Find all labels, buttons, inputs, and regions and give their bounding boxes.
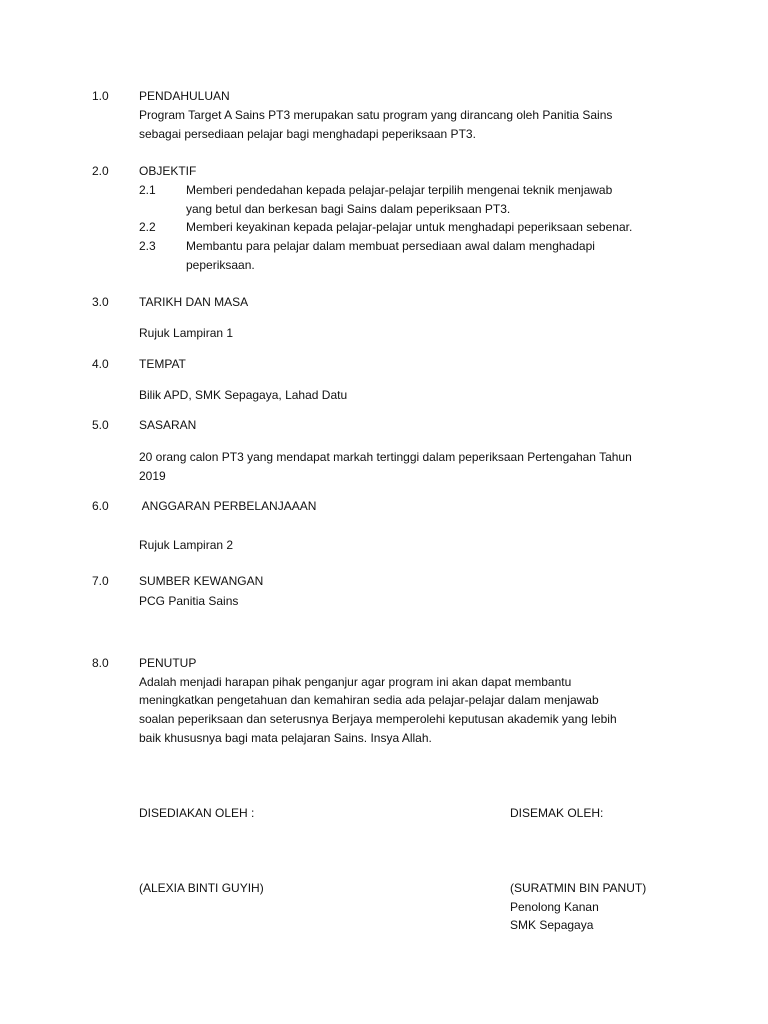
reviewer-organization: SMK Sepagaya: [510, 918, 594, 932]
subsection-line: yang betul dan berkesan bagi Sains dalam peperiksaan PT3.: [186, 202, 511, 216]
paragraph-line: 20 orang calon PT3 yang mendapat markah tertinggi dalam peperiksaan Pertengahan Tahun: [139, 450, 632, 464]
section-number: 4.0: [92, 357, 109, 371]
paragraph-line: 2019: [139, 469, 166, 483]
paragraph-line: Rujuk Lampiran 1: [139, 326, 234, 340]
paragraph-line: Bilik APD, SMK Sepagaya, Lahad Datu: [139, 388, 348, 402]
paragraph-line: Rujuk Lampiran 2: [139, 538, 234, 552]
section-number: 7.0: [92, 574, 109, 588]
paragraph-line: sebagai persediaan pelajar bagi menghadapi peperiksaan PT3.: [139, 127, 476, 141]
section-number: 5.0: [92, 418, 109, 432]
section-number: 3.0: [92, 295, 109, 309]
paragraph-line: PCG Panitia Sains: [139, 594, 239, 608]
section-heading: PENUTUP: [139, 656, 197, 670]
paragraph-line: Adalah menjadi harapan pihak penganjur agar program ini akan dapat membantu: [139, 675, 572, 689]
section-heading: OBJEKTIF: [139, 164, 197, 178]
section-heading: SUMBER KEWANGAN: [139, 574, 264, 588]
section-heading: TEMPAT: [139, 357, 186, 371]
subsection-number: 2.1: [139, 183, 156, 197]
paragraph-line: soalan peperiksaan dan seterusnya Berjaya memperolehi keputusan akademik yang lebih: [139, 712, 617, 726]
paragraph-line: baik khususnya bagi mata pelajaran Sains. Insya Allah.: [139, 731, 432, 745]
section-heading: ANGGARAN PERBELANJAAAN: [139, 499, 317, 513]
preparer-name: (ALEXIA BINTI GUYIH): [139, 881, 264, 895]
section-number: 6.0: [92, 499, 109, 513]
subsection-line: Memberi pendedahan kepada pelajar-pelajar terpilih mengenai teknik menjawab: [186, 183, 613, 197]
subsection-line: Memberi keyakinan kepada pelajar-pelajar untuk menghadapi peperiksaan sebenar.: [186, 220, 633, 234]
paragraph-line: Program Target A Sains PT3 merupakan satu program yang dirancang oleh Panitia Sains: [139, 108, 613, 122]
section-heading: PENDAHULUAN: [139, 89, 230, 103]
section-heading: SASARAN: [139, 418, 197, 432]
subsection-number: 2.3: [139, 239, 156, 253]
prepared-by-label: DISEDIAKAN OLEH :: [139, 806, 255, 820]
section-heading: TARIKH DAN MASA: [139, 295, 249, 309]
reviewer-name: (SURATMIN BIN PANUT): [510, 881, 647, 895]
section-number: 1.0: [92, 89, 109, 103]
reviewed-by-label: DISEMAK OLEH:: [510, 806, 604, 820]
section-number: 8.0: [92, 656, 109, 670]
subsection-line: peperiksaan.: [186, 258, 255, 272]
reviewer-role: Penolong Kanan: [510, 900, 599, 914]
subsection-number: 2.2: [139, 220, 156, 234]
section-number: 2.0: [92, 164, 109, 178]
subsection-line: Membantu para pelajar dalam membuat persediaan awal dalam menghadapi: [186, 239, 595, 253]
paragraph-line: meningkatkan pengetahuan dan kemahiran sedia ada pelajar-pelajar dalam menjawab: [139, 693, 599, 707]
